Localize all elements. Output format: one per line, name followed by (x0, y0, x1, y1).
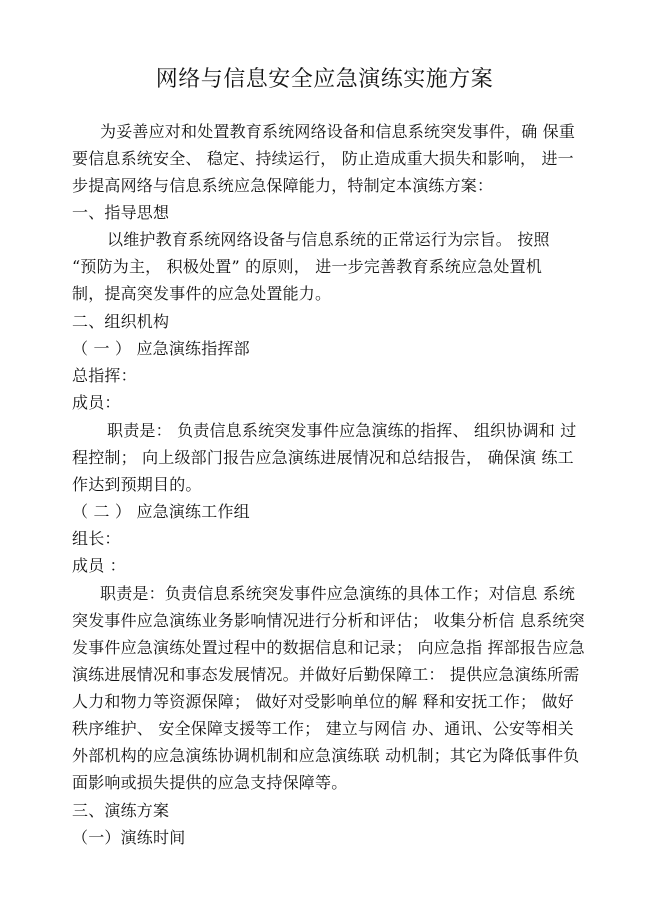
intro-line-3: 步提高网络与信息系统应急保障能力，特制定本演练方案： (72, 176, 494, 195)
section-heading-drill-plan: 三、演练方案 (72, 801, 170, 820)
work-duties-line-5: 人力和物力等资源保障； 做好对受影响单位的解 释和安抚工作； 做好 (72, 692, 574, 711)
work-duties-line-3: 发事件应急演练处置过程中的数据信息和记录； 向应急指 挥部报告应急 (72, 638, 585, 657)
guiding-paragraph-line-2: “预防为主， 积极处置” 的原则， 进一步完善教育系统应急处置机 (72, 257, 543, 276)
subsection-heading-command-center: （ 一 ） 应急演练指挥部 (72, 339, 250, 358)
section-heading-organization: 二、组织机构 (72, 312, 170, 331)
work-members-label: 成员 ： (72, 556, 126, 575)
leader-label: 组长： (72, 529, 121, 548)
section-heading-guiding-ideology: 一、指导思想 (72, 203, 170, 222)
work-duties-line-4: 演练进展情况和事态发展情况。并做好后勤保障工： 提供应急演练所需 (72, 665, 580, 684)
work-duties-line-6: 秩序维护、 安全保障支援等工作； 建立与网信 办、通讯、公安等相关 (72, 719, 574, 738)
intro-line-1: 为妥善应对和处置教育系统网络设备和信息系统突发事件，确 保重 (100, 122, 576, 141)
subsection-heading-drill-time: （一）演练时间 (72, 828, 186, 847)
command-duties-line-3: 作达到预期目的。 (72, 475, 202, 494)
command-members-label: 成员： (72, 393, 121, 412)
work-duties-line-2: 突发事件应急演练业务影响情况进行分析和评估； 收集分析信 息系统突 (72, 611, 585, 630)
work-duties-line-8: 面影响或损失提供的应急支持保障等。 (72, 773, 348, 792)
intro-line-2: 要信息系统安全、 稳定、持续运行， 防止造成重大损失和影响， 进一 (72, 149, 574, 168)
document-title: 网络与信息安全应急演练实施方案 (155, 67, 494, 92)
guiding-paragraph-line-1: 以维护教育系统网络设备与信息系统的正常运行为宗旨。 按照 (107, 230, 550, 249)
command-duties-line-1: 职责是： 负责信息系统突发事件应急演练的指挥、 组织协调和 过 (107, 421, 577, 440)
command-duties-line-2: 程控制； 向上级部门报告应急演练进展情况和总结报告， 确保演 练工 (72, 448, 574, 467)
commander-label: 总指挥： (72, 366, 137, 385)
guiding-paragraph-line-3: 制，提高突发事件的应急处置能力。 (72, 284, 332, 303)
subsection-heading-work-group: （ 二 ） 应急演练工作组 (72, 502, 250, 521)
work-duties-line-7: 外部机构的应急演练协调机制和应急演练联 动机制；其它为降低事件负 (72, 746, 580, 765)
work-duties-line-1: 职责是：负责信息系统突发事件应急演练的具体工作；对信息 系统 (100, 584, 576, 603)
